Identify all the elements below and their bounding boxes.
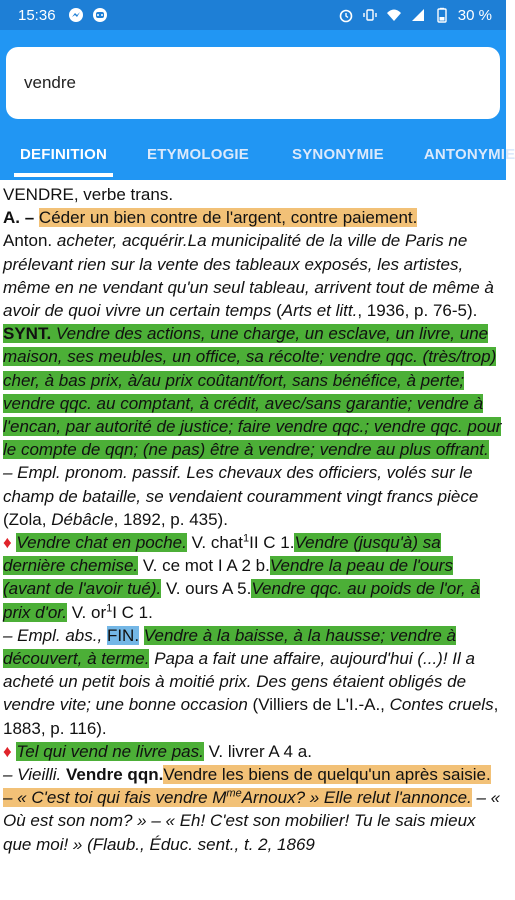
vieilli-label: – Vieilli. [3, 765, 62, 785]
pronom-label: – Empl. pronom. passif. [3, 463, 182, 483]
definition-content [0, 180, 506, 900]
quote-2-b: Arnoux? » Elle relut l'annonce. [241, 788, 472, 808]
pronom-example: Les chevaux des officiers, volés sur le champ de bataille, se vendaient couramment vingt francs pièce [3, 463, 479, 506]
abs-example: Papa a fait une affaire, aujourd'hui (...)! Il a acheté un petit bois à moitié prix. Des gens étaient obligés de vendre vite; une bonne occasion [3, 649, 475, 715]
battery-percent: 30 % [457, 6, 492, 24]
ref-4-a: V. or [71, 602, 107, 622]
ref-3: V. ours A 5. [165, 579, 252, 599]
abs-source-b: , 1883, p. 116). [3, 695, 499, 738]
ref-2: V. ce mot I A 2 b. [142, 556, 270, 576]
synt-text: Vendre des actions, une charge, un esclave, un livre, une maison, ses meubles, un office, sa récolte; vendre qqc. (très/trop) cher, à bas prix, à/au prix coûtant/fort, sans bénéfice, à perte; vendre qqc. au comptant, à crédit, avec/sans garantie; vendre à l'encan, par autorité de justice; faire vendre qqc.; vendre qqc. pour le compte de qqn; (ne pas) être à vendre; vendre au plus offrant. [3, 324, 502, 460]
diamond-icon: ♦ [3, 533, 12, 553]
status-left-icons [68, 7, 108, 23]
vieilli-definition: Vendre les biens de quelqu'un après saisie. [163, 765, 491, 785]
locution-4: Vendre qqc. au poids de l'or, à prix d'or. [3, 579, 480, 622]
search-input[interactable] [22, 72, 484, 94]
quote-2-a: – « C'est toi qui fais vendre M [3, 788, 227, 808]
proverb: Tel qui vend ne livre pas. [16, 741, 204, 761]
anton-label: Anton. [3, 231, 53, 251]
pronom-source-work: Débâcle [51, 509, 114, 529]
tab-synonymie[interactable]: SYNONYMIE [292, 145, 384, 163]
abs-source-a: (Villiers de L'I.-A., [252, 695, 385, 715]
example-1-source-b: , 1936, p. 76-5). [357, 301, 478, 321]
sense-a-definition: Céder un bien contre de l'argent, contre paiement. [38, 208, 418, 228]
proverb-ref: V. livrer A 4 a. [208, 741, 312, 761]
vieilli-construction: Vendre qqn. [66, 765, 164, 785]
battery-icon [434, 7, 450, 23]
signal-icon [410, 7, 426, 23]
status-bar [0, 0, 506, 30]
messenger-icon [68, 7, 84, 23]
definition-text [3, 183, 503, 856]
tab-definition[interactable]: DEFINITION [20, 131, 107, 177]
synt-label: SYNT. [3, 324, 52, 344]
tab-etymologie[interactable]: ETYMOLOGIE [147, 145, 250, 163]
ref-1-a: V. chat [191, 533, 243, 553]
alarm-icon [338, 7, 354, 23]
locution-1: Vendre chat en poche. [16, 533, 187, 553]
pronom-source-a: (Zola, [3, 509, 47, 529]
example-1-source-work: Arts et litt. [281, 301, 358, 321]
app-header [0, 30, 515, 180]
diamond-icon: ♦ [3, 741, 12, 761]
search-box[interactable] [6, 47, 500, 119]
pronom-source-b: , 1892, p. 435). [113, 509, 228, 529]
app-notification-icon [92, 7, 108, 23]
tab-bar [0, 131, 515, 180]
fin-label: FIN. [106, 625, 140, 645]
status-right [338, 7, 492, 24]
ref-1-b: II C 1. [249, 533, 295, 553]
status-time: 15:36 [18, 6, 56, 24]
quote-2-sup: me [226, 787, 242, 800]
example-1: La municipalité de la ville de Paris ne prélevant rien sur la vente des tableaux exposés, les artistes, même en ne vendant qu'un seul tableau, arrivent tout de même à avoir de quoi vivre un certain temps [3, 231, 494, 321]
tab-antonymie[interactable]: ANTONYMIE [423, 145, 515, 163]
abs-definition: Vendre à la baisse, à la hausse; vendre à découvert, à terme. [3, 625, 456, 669]
wifi-icon [386, 7, 402, 23]
vibrate-icon [362, 7, 378, 23]
ref-4-b: I C 1. [112, 602, 153, 622]
sense-a-label: A. – [3, 208, 35, 228]
anton-words: acheter, acquérir. [56, 231, 188, 251]
abs-source-work: Contes cruels [389, 695, 494, 715]
abs-label: – Empl. abs., [3, 625, 103, 645]
ref-4-sup: 1 [106, 602, 113, 614]
ref-1-sup: 1 [242, 532, 250, 545]
example-1-source-a: ( [276, 301, 282, 321]
quote-3: – « Où est son nom? » – « Eh! C'est son mobilier! Tu le sais mieux que moi! » [3, 788, 501, 854]
locution-3: Vendre la peau de l'ours (avant de l'avoir tué). [3, 556, 453, 599]
headword: VENDRE, verbe trans. [3, 185, 174, 204]
locution-2: Vendre (jusqu'à) sa dernière chemise. [3, 533, 441, 576]
quote-3-source: (Flaub., Éduc. sent., t. 2, 1869 [87, 834, 315, 854]
